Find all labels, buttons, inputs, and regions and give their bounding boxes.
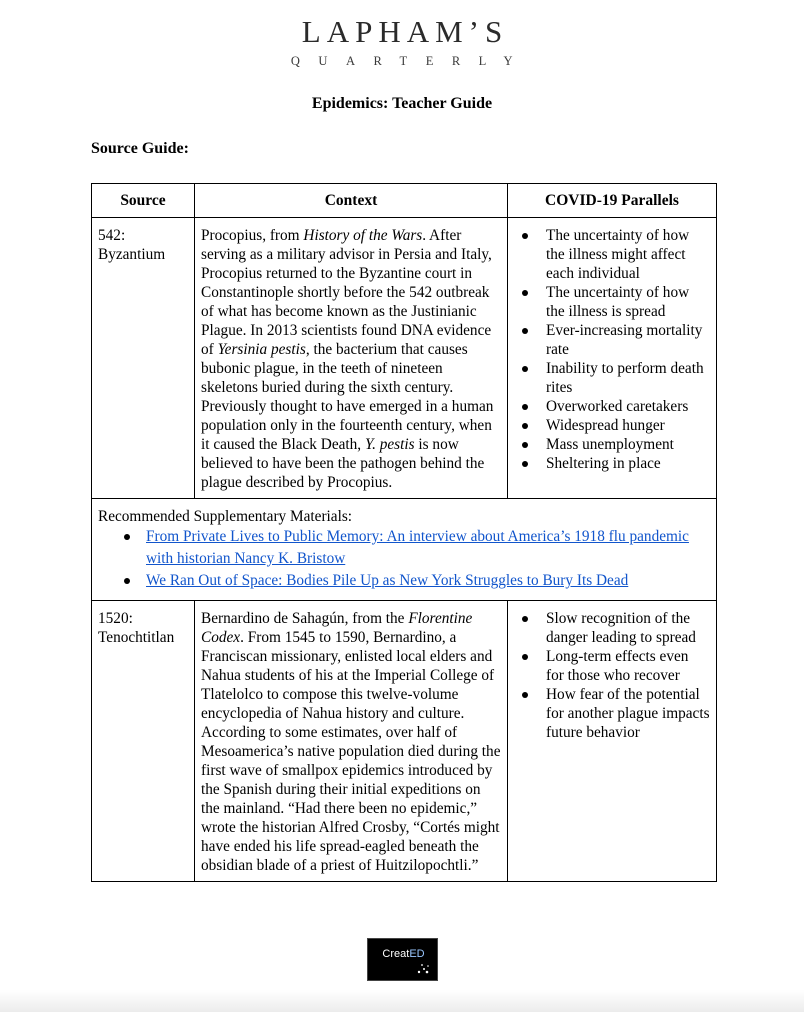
list-item: Widespread hunger	[536, 416, 710, 435]
header-parallels: COVID-19 Parallels	[508, 184, 717, 218]
source-guide-table	[91, 183, 717, 882]
list-item: Slow recognition of the danger leading to spread	[536, 609, 710, 647]
context-italic: Yersinia pestis	[217, 341, 306, 358]
source-place: Tenochtitlan	[98, 629, 175, 646]
list-item: Ever-increasing mortality rate	[536, 321, 710, 359]
context-text: is now believed to have been the pathogen behind the plague described by Procopius.	[201, 436, 485, 491]
parallels-list	[514, 609, 710, 742]
list-item: Sheltering in place	[536, 454, 710, 473]
masthead-title: LAPHAM’S	[301, 14, 509, 49]
context-italic: Y. pestis	[364, 436, 415, 453]
logo-text	[368, 948, 439, 960]
masthead-subtitle: QUARTERLY	[290, 54, 532, 68]
source-place: Byzantium	[98, 246, 166, 263]
logo-text-creat: Creat	[382, 948, 410, 960]
context-text: Procopius, from	[201, 227, 304, 244]
supplementary-link-new-york[interactable]: We Ran Out of Space: Bodies Pile Up as New York Struggles to Bury Its Dead	[146, 572, 629, 589]
document-title: Epidemics: Teacher Guide	[311, 95, 493, 112]
header-source: Source	[92, 184, 195, 218]
context-text: . After serving as a military advisor in Persia and Italy, Procopius returned to the Byzantine court in Constantinople shortly before the 542 outbreak of what has become known as the Justinianic Plague. In 2013 scientists found DNA evidence of	[201, 227, 492, 358]
source-year: 1520:	[98, 610, 133, 627]
supplementary-label: Recommended Supplementary Materials:	[98, 508, 353, 525]
context-text: , the bacterium that causes bubonic plague, in the teeth of nineteen skeletons buried during the sixth century. Previously thought to have emerged in a human population only in the fourteenth century, when it caused the Black Death,	[201, 341, 494, 453]
table-row	[92, 218, 717, 499]
supplementary-links	[98, 526, 710, 592]
table-header-row	[92, 184, 717, 218]
list-item: How fear of the potential for another plague impacts future behavior	[536, 685, 710, 742]
bottom-fade	[0, 990, 804, 1012]
list-item	[146, 570, 710, 592]
masthead	[0, 14, 804, 70]
list-item: Inability to perform death rites	[536, 359, 710, 397]
list-item	[146, 526, 710, 570]
list-item: The uncertainty of how the illness might affect each individual	[536, 226, 710, 283]
section-label: Source Guide:	[91, 140, 189, 157]
table-row	[92, 601, 717, 882]
parallels-cell	[508, 218, 717, 499]
list-item: Long-term effects even for those who recover	[536, 647, 710, 685]
context-text: Bernardino de Sahagún, from the	[201, 610, 409, 627]
header-context: Context	[195, 184, 508, 218]
source-cell	[92, 218, 195, 499]
parallels-list	[514, 226, 710, 473]
sparkle-icon	[416, 963, 430, 975]
created-logo	[367, 938, 438, 981]
list-item: The uncertainty of how the illness is spread	[536, 283, 710, 321]
context-text: . From 1545 to 1590, Bernardino, a Franciscan missionary, enlisted local elders and Nahua students of his at the Imperial College of Tlatelolco to compose this twelve-volume encyclopedia of Nahua history and culture. According to some estimates, over half of Mesoamerica’s native population died during the first wave of smallpox epidemics introduced by the Spanish during their initial expeditions on the mainland. “Had there been no epidemic,” wrote the historian Alfred Crosby, “Cortés might have ended his life spread-eagled beneath the obsidian blade of a priest of Huitzilopochtli.”	[201, 629, 501, 874]
list-item: Mass unemployment	[536, 435, 710, 454]
context-italic: Florentine Codex	[201, 610, 473, 646]
supplementary-link-bristow[interactable]: From Private Lives to Public Memory: An interview about America’s 1918 flu pandemic with historian Nancy K. Bristow	[146, 528, 689, 567]
context-italic: History of the Wars	[303, 227, 423, 244]
context-cell	[195, 218, 508, 499]
source-cell	[92, 601, 195, 882]
parallels-cell	[508, 601, 717, 882]
list-item: Overworked caretakers	[536, 397, 710, 416]
source-year: 542:	[98, 227, 126, 244]
supplementary-row	[92, 499, 717, 601]
logo-text-ed: ED	[409, 948, 425, 960]
context-cell	[195, 601, 508, 882]
supplementary-cell	[92, 499, 717, 601]
